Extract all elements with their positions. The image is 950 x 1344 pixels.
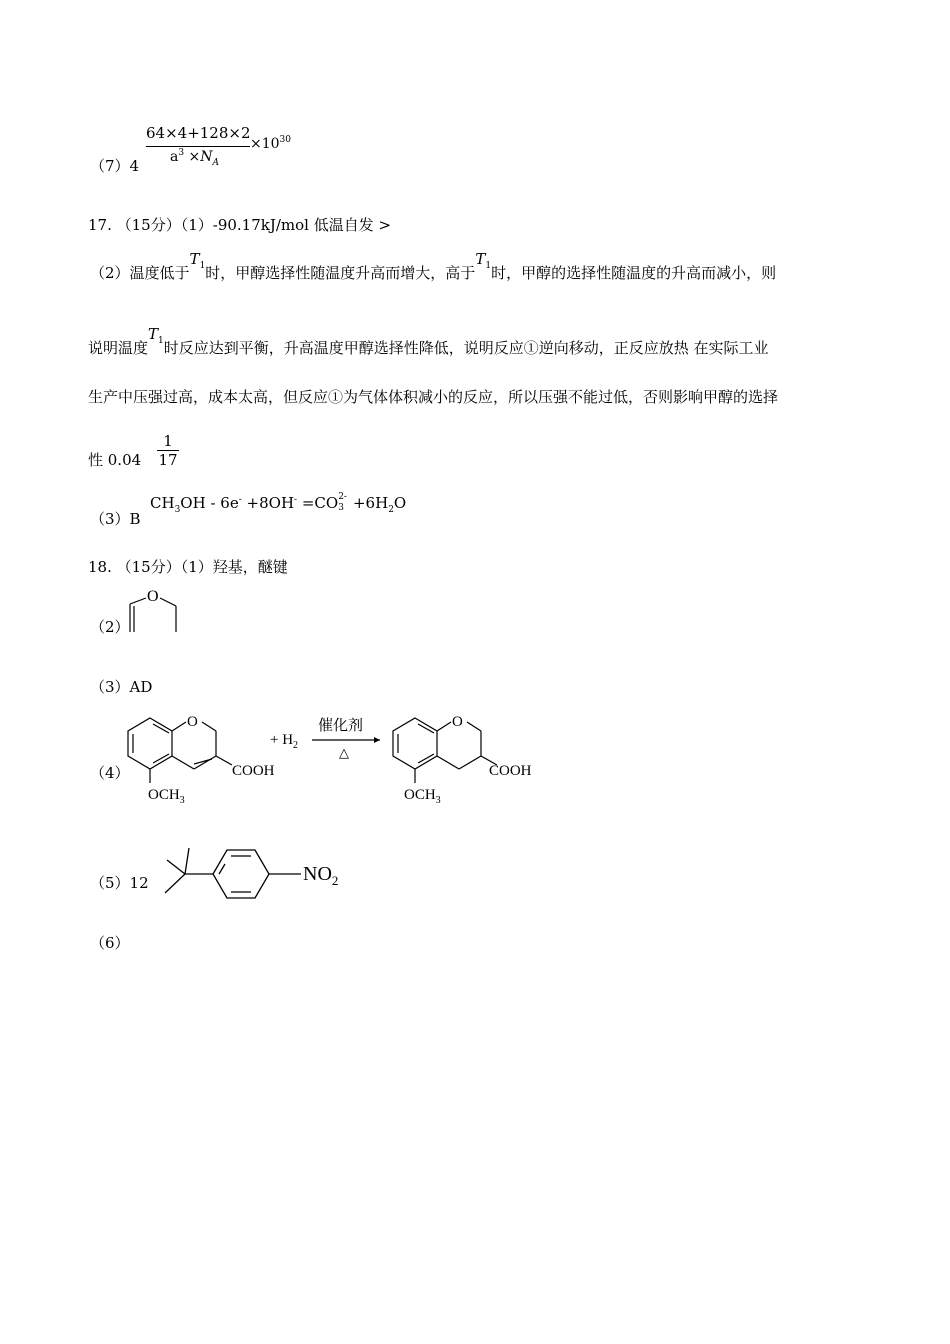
- q18-p5-structure: [155, 838, 355, 908]
- q16-7-denominator: $a^3 \times N_A$: [170, 148, 220, 168]
- svg-text:O: O: [452, 714, 463, 730]
- q18-p4-prefix: （4）: [90, 764, 130, 782]
- q17-fraction: 1 17: [158, 432, 178, 469]
- q17-header: 17. （15分）（1）-90.17kJ/mol 低温自发 >: [88, 216, 392, 234]
- q18-p2-prefix: （2）: [90, 618, 130, 636]
- q17-p3: 说明温度$T_1$时反应达到平衡，升高温度甲醇选择性降低，说明反应①逆向移动，正反应放热 在实际工业: [88, 325, 769, 357]
- svg-text:O: O: [187, 714, 198, 730]
- svg-text:O: O: [147, 588, 159, 605]
- q18-p6: （6）: [90, 934, 130, 952]
- reactant-structure: [128, 718, 232, 783]
- q18-p2-structure: [125, 582, 185, 637]
- q17-p5: 性 0.04: [88, 451, 142, 469]
- svg-text:COOH: COOH: [489, 763, 532, 779]
- svg-text:NO2: $NO_2$: [303, 863, 339, 888]
- q17-p6-prefix: （3）B: [90, 510, 141, 528]
- svg-text:△: △: [339, 745, 349, 760]
- svg-text:+ H2: + $H_2$: [270, 732, 299, 751]
- q18-p4-reaction: [120, 703, 560, 808]
- svg-text:OCH3: $OCH_3$: [404, 787, 441, 806]
- q16-7-prefix: （7）4: [90, 157, 140, 175]
- svg-text:OCH3: $OCH_3$: [148, 787, 185, 806]
- q16-7-numerator: 64×4+128×2: [146, 124, 251, 142]
- q18-p5-prefix: （5）12: [90, 874, 149, 892]
- q16-7-fraction-bar: [146, 146, 250, 147]
- svg-text:COOH: COOH: [232, 763, 275, 779]
- q16-7-times-ten: $\times 10^{30}$: [250, 135, 291, 152]
- q18-p3: （3）AD: [90, 678, 153, 696]
- q17-p2: （2）温度低于$T_1$时，甲醇选择性随温度升高而增大，高于$T_1$时，甲醇的选择性随温度的升高而减小，则: [90, 250, 777, 282]
- svg-text:催化剂: 催化剂: [318, 718, 364, 734]
- q18-header: 18. （15分）（1）羟基，醚键: [88, 558, 288, 576]
- product-structure: [393, 718, 497, 783]
- q17-p4: 生产中压强过高，成本太高，但反应①为气体体积减小的反应，所以压强不能过低，否则影响甲醇的选择: [88, 388, 779, 406]
- q17-equation: $CH_3OH - 6e^- +8OH^- =CO$ 2- 3 $+6H_2O$: [150, 492, 407, 515]
